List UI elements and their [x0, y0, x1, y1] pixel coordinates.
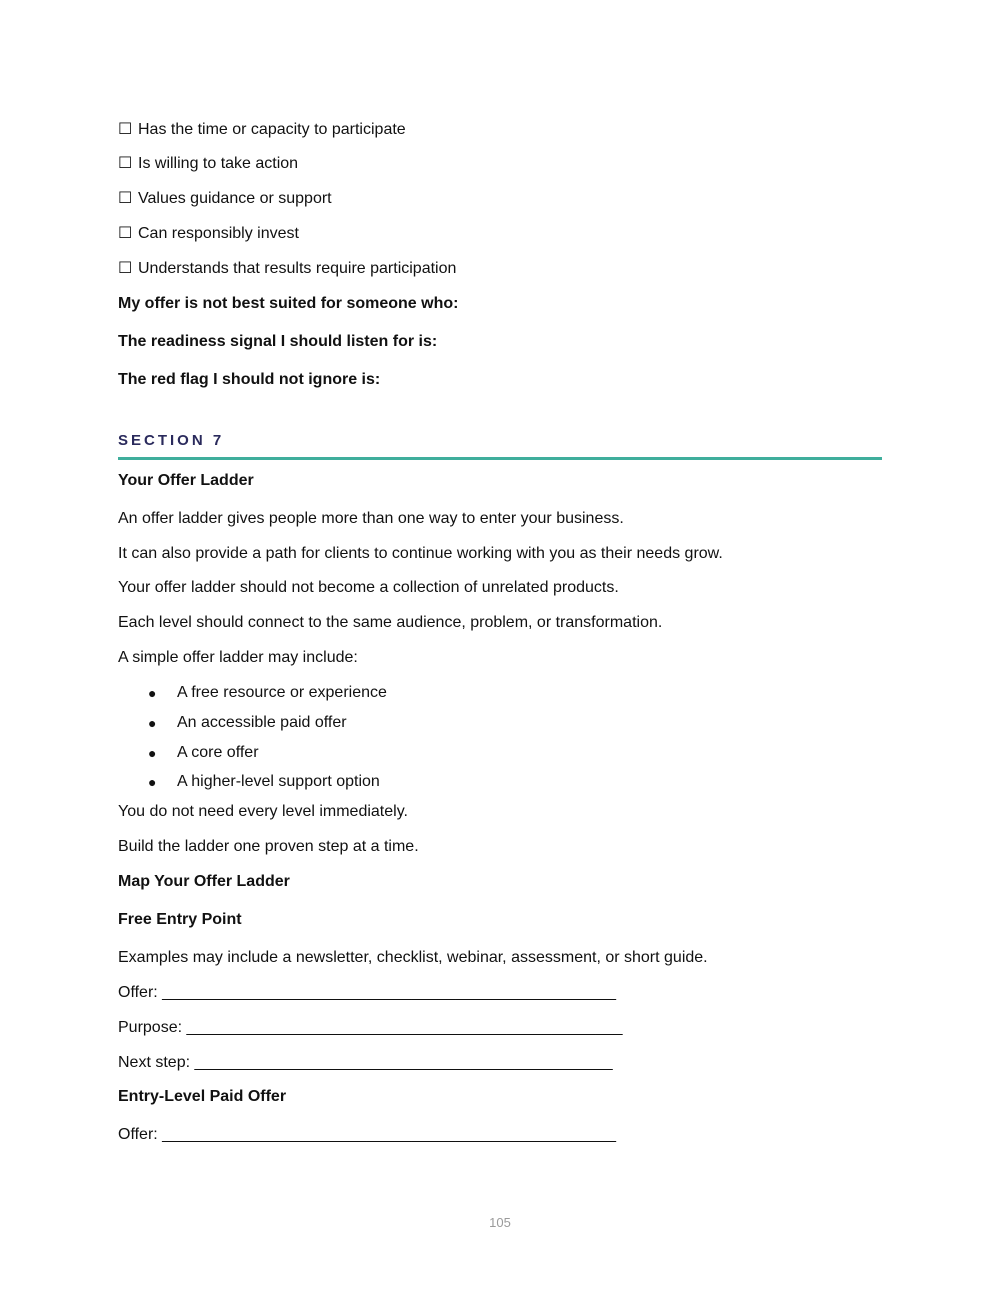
paragraph: You do not need every level immediately.: [118, 803, 408, 820]
prompt-readiness-signal: The readiness signal I should listen for is:: [118, 333, 438, 350]
checklist-item-label: Understands that results require participation: [138, 260, 457, 277]
checklist-item[interactable]: [118, 259, 456, 279]
bullet-icon: ●: [148, 685, 157, 701]
checkbox-icon[interactable]: ☐: [118, 260, 133, 277]
checkbox-icon[interactable]: ☐: [118, 225, 133, 242]
free-entry-description: Examples may include a newsletter, checklist, webinar, assessment, or short guide.: [118, 949, 708, 966]
checklist-item[interactable]: [118, 154, 298, 174]
checkbox-icon[interactable]: ☐: [118, 121, 133, 138]
list-item: A core offer: [177, 744, 259, 761]
paragraph: An offer ladder gives people more than one way to enter your business.: [118, 510, 624, 527]
checklist-item[interactable]: [118, 224, 299, 244]
offer-field[interactable]: Offer: ___________________________________________________: [118, 984, 616, 1001]
entry-paid-heading: Entry-Level Paid Offer: [118, 1088, 287, 1105]
checkbox-icon[interactable]: ☐: [118, 155, 133, 172]
checklist-item-label: Can responsibly invest: [138, 225, 299, 242]
prompt-red-flag: The red flag I should not ignore is:: [118, 371, 381, 388]
section-label: SECTION 7: [118, 432, 225, 449]
purpose-field[interactable]: Purpose: _________________________________________________: [118, 1019, 623, 1036]
checklist-item[interactable]: [118, 189, 332, 209]
checklist-item[interactable]: [118, 120, 406, 140]
paragraph: Build the ladder one proven step at a time.: [118, 838, 419, 855]
paragraph: A simple offer ladder may include:: [118, 649, 358, 666]
section-divider: [118, 457, 882, 460]
offer-field[interactable]: Offer: ___________________________________________________: [118, 1126, 616, 1143]
prompt-not-suited: My offer is not best suited for someone who:: [118, 295, 459, 312]
checklist-item-label: Has the time or capacity to participate: [138, 121, 406, 138]
map-heading: Map Your Offer Ladder: [118, 873, 290, 890]
bullet-icon: ●: [148, 715, 157, 731]
list-item: A higher-level support option: [177, 773, 380, 790]
checklist-item-label: Values guidance or support: [138, 190, 332, 207]
free-entry-heading: Free Entry Point: [118, 911, 242, 928]
checkbox-icon[interactable]: ☐: [118, 190, 133, 207]
bullet-icon: ●: [148, 774, 157, 790]
next-step-field[interactable]: Next step: _______________________________________________: [118, 1054, 613, 1071]
page-number: 105: [489, 1215, 511, 1230]
document-page: [118, 0, 882, 1295]
bullet-icon: ●: [148, 745, 157, 761]
list-item: An accessible paid offer: [177, 714, 347, 731]
paragraph: It can also provide a path for clients to continue working with you as their needs grow.: [118, 545, 723, 562]
paragraph: Your offer ladder should not become a collection of unrelated products.: [118, 579, 619, 596]
list-item: A free resource or experience: [177, 684, 387, 701]
section-title: Your Offer Ladder: [118, 472, 254, 489]
checklist-item-label: Is willing to take action: [138, 155, 299, 172]
paragraph: Each level should connect to the same audience, problem, or transformation.: [118, 614, 663, 631]
